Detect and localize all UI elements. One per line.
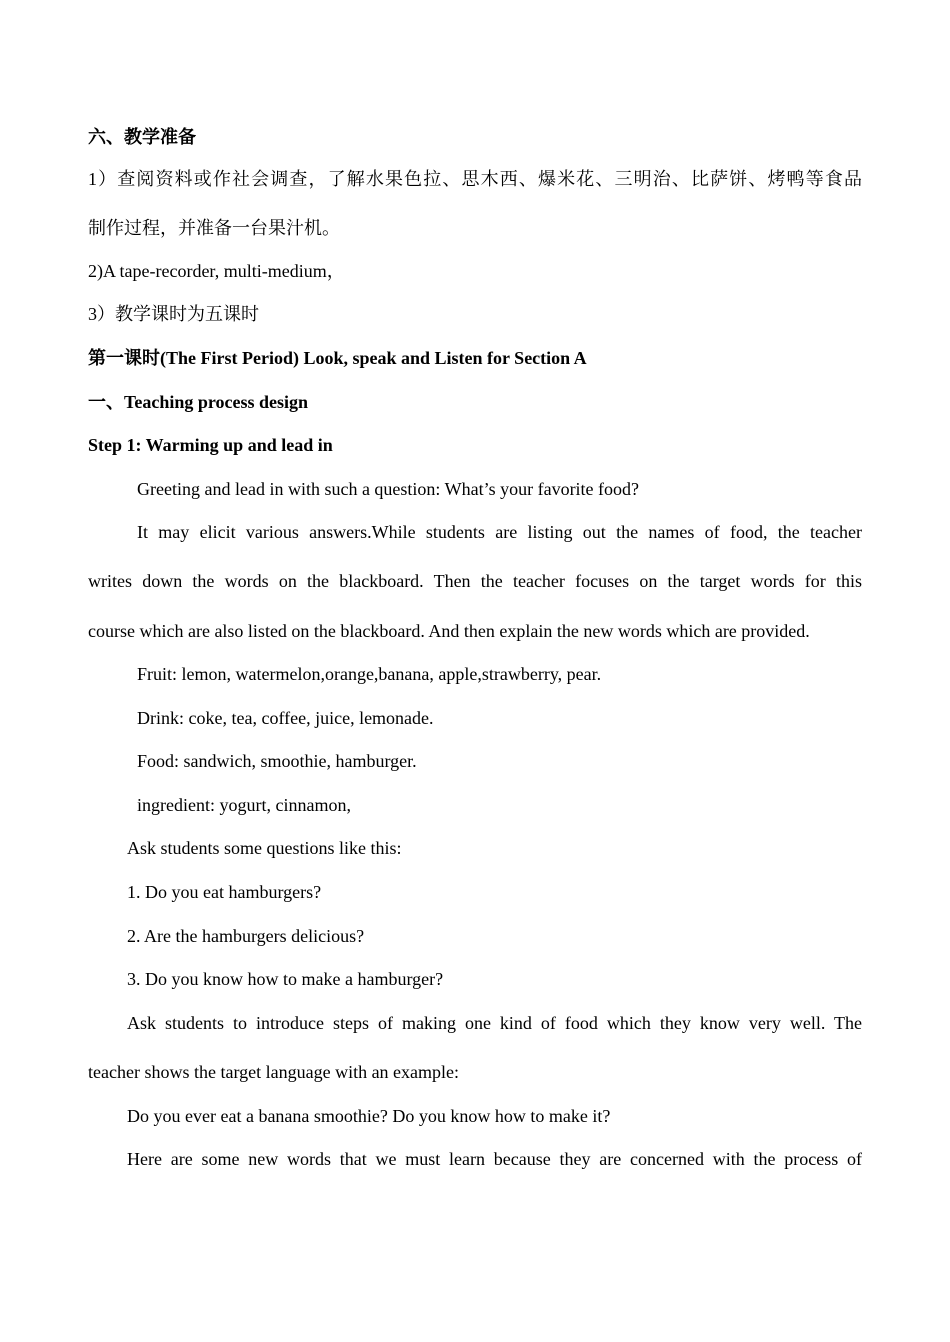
fruit-words: Fruit: lemon, watermelon,orange,banana, apple,strawberry, pear.: [137, 664, 602, 684]
question-item: 3. Do you know how to make a hamburger?: [127, 969, 444, 989]
answers-paragraph-line-3: course which are also listed on the blackboard. And then explain the new words which are provided.: [88, 621, 810, 641]
question-item: 2. Are the hamburgers delicious?: [127, 926, 365, 946]
example-question: Do you ever eat a banana smoothie? Do you know how to make it?: [127, 1106, 611, 1126]
prep-item-1-line-1: 1）查阅资料或作社会调查，了解水果色拉、思木西、爆米花、三明治、比萨饼、烤鸭等食品: [88, 169, 862, 189]
greeting-line: Greeting and lead in with such a question: What’s your favorite food?: [137, 479, 640, 499]
step1-heading: Step 1: Warming up and lead in: [88, 435, 333, 455]
answers-paragraph-line-2: writes down the words on the blackboard. Then the teacher focuses on the target words for this: [88, 571, 862, 591]
prep-item-2: 2)A tape-recorder, multi-medium，: [88, 261, 345, 281]
period-heading: 第一课时(The First Period) Look, speak and Listen for Section A: [88, 348, 587, 368]
prep-item-3: 3）教学课时为五课时: [88, 304, 259, 324]
ingredient-words: ingredient: yogurt, cinnamon,: [137, 795, 351, 815]
question-item: 1. Do you eat hamburgers?: [127, 882, 322, 902]
steps-paragraph-line-1: Ask students to introduce steps of making one kind of food which they know very well. The: [127, 1013, 862, 1033]
section-heading: 六、教学准备: [88, 127, 196, 147]
design-heading: 一、Teaching process design: [88, 392, 309, 412]
drink-words: Drink: coke, tea, coffee, juice, lemonade.: [137, 708, 434, 728]
answers-paragraph-line-1: It may elicit various answers.While students are listing out the names of food, the teacher: [137, 522, 862, 542]
new-words-paragraph-line-1: Here are some new words that we must learn because they are concerned with the process of: [127, 1149, 862, 1169]
ask-intro: Ask students some questions like this:: [127, 838, 402, 858]
food-words: Food: sandwich, smoothie, hamburger.: [137, 751, 417, 771]
document-page: [88, 0, 862, 1342]
steps-paragraph-line-2: teacher shows the target language with an example:: [88, 1062, 460, 1082]
prep-item-1-line-2: 制作过程，并准备一台果汁机。: [88, 218, 340, 238]
